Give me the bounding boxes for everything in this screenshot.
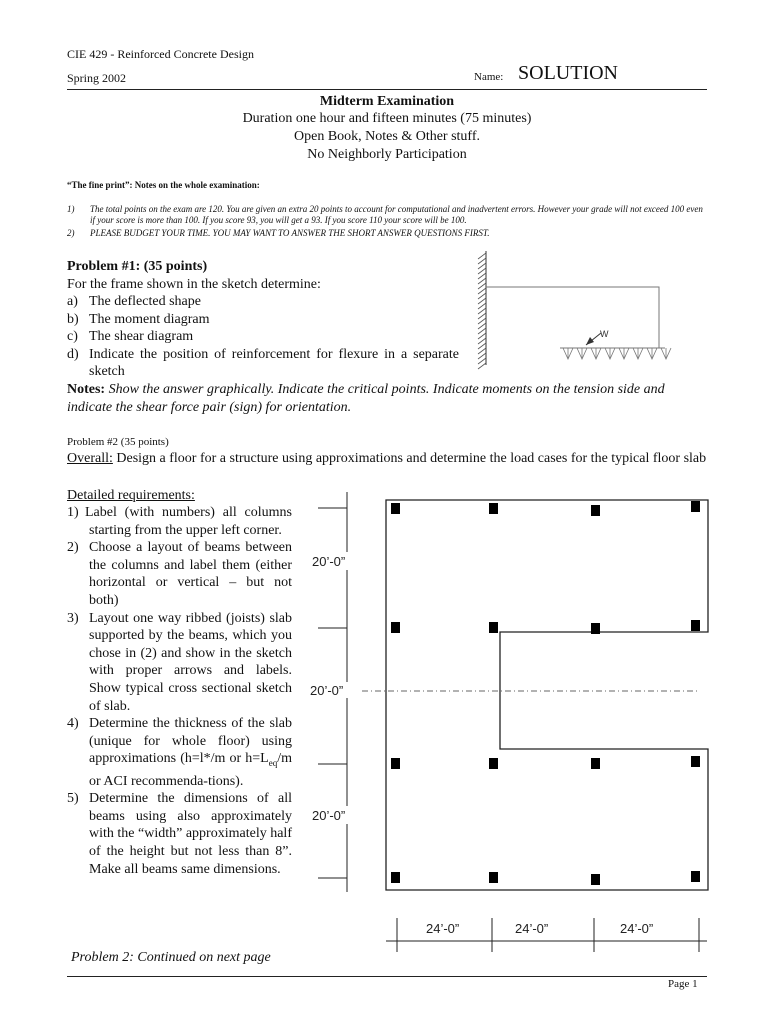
fine-print-note-1 (67, 204, 707, 226)
note-text: PLEASE BUDGET YOUR TIME. YOU MAY WANT TO ANSWER THE SHORT ANSWER QUESTIONS FIRST. (90, 228, 490, 238)
columns (391, 501, 700, 885)
item-text: The deflected shape (89, 294, 201, 309)
column (391, 872, 400, 883)
list-item (67, 311, 459, 329)
list-item (67, 293, 459, 311)
text-part: /m or ACI recommenda-tions). (89, 751, 292, 789)
list-item (67, 346, 459, 381)
item-text: Determine the dimensions of all beams using also approximately with the “width” approximately half of the height but not less than 8”. Make all beams same dimensions. (89, 791, 292, 877)
column (691, 620, 700, 631)
fine-print-heading: “The fine print”: Notes on the whole examination: (67, 180, 260, 190)
column (489, 622, 498, 633)
continued-note: Problem 2: Continued on next page (71, 950, 271, 965)
name-label: Name: (474, 71, 504, 83)
notes-text: Show the answer graphically. Indicate the critical points. Indicate moments on the tension side and indicate the shear force pair (sign) for orientation. (67, 382, 665, 415)
list-item (67, 328, 459, 346)
dim-vertical-3: 20’-0” (312, 808, 346, 823)
fixed-support-hatch (478, 251, 486, 369)
item-letter: c) (67, 329, 78, 345)
floor-outline (386, 500, 708, 890)
text-part: Determine the thickness of the slab (unique for whole floor) using approximations (h=l*/m or h=L (89, 716, 292, 767)
list-item (67, 504, 292, 539)
frame-sketch (460, 245, 680, 375)
column (391, 503, 400, 514)
item-text: Choose a layout of beams between the columns and label them (either horizontal or vertical – but not both) (89, 540, 292, 608)
list-item (67, 715, 292, 790)
item-text: Layout one way ribbed (joists) slab supported by the beams, which you chose in (2) and show in the sketch with proper arrows and labels. Show typical cross sectional sketch of slab. (89, 610, 292, 714)
note-text: The total points on the exam are 120. You are given an extra 20 points to account for computational and inadvertent errors. However your grade will not exceed 100 even if your score is more than 100. If you score 93, you will get a 93. If you score 110 your score will be 100. (90, 204, 703, 225)
exam-materials: Open Book, Notes & Other stuff. (294, 129, 480, 144)
page-number: Page 1 (668, 978, 698, 990)
problem2-heading: Problem #2 (35 points) (67, 436, 169, 448)
item-letter: b) (67, 311, 79, 327)
problem2-overall (67, 450, 707, 468)
load-label (586, 329, 609, 345)
dim-vertical-1: 20’-0” (312, 554, 346, 569)
column (489, 872, 498, 883)
column (591, 623, 600, 634)
dim-vertical-2: 20’-0” (310, 683, 344, 698)
dim-horizontal-3: 24’-0” (620, 921, 654, 936)
item-number: 1) (67, 505, 79, 520)
dim-horizontal-2: 24’-0” (515, 921, 549, 936)
item-text: The shear diagram (89, 329, 194, 345)
list-item (67, 790, 292, 878)
item-number: 5) (67, 791, 79, 807)
column (591, 874, 600, 885)
item-text: Indicate the position of reinforcement for flexure in a separate sketch (89, 346, 459, 380)
item-text (89, 715, 292, 790)
term: Spring 2002 (67, 71, 127, 85)
exam-duration: Duration one hour and fifteen minutes (75 minutes) (242, 111, 532, 126)
frame-member (486, 287, 659, 348)
dim-horizontal-1: 24’-0” (426, 921, 460, 936)
course-title: CIE 429 - Reinforced Concrete Design (67, 47, 254, 61)
fine-print-note-2 (67, 228, 707, 239)
distributed-load-arrows (563, 348, 671, 359)
problem1-notes (67, 381, 707, 416)
item-letter: d) (67, 346, 79, 362)
note-number: 2) (67, 228, 75, 238)
item-letter: a) (67, 294, 78, 309)
header-rule (67, 89, 707, 90)
column (489, 758, 498, 769)
item-text: The moment diagram (89, 311, 210, 327)
list-item (67, 539, 292, 609)
subscript: eq (268, 758, 278, 769)
load-w-label: W (600, 329, 609, 339)
item-number: 4) (67, 716, 79, 732)
column (691, 501, 700, 512)
column (591, 758, 600, 769)
list-item (67, 610, 292, 716)
overall-text: Design a floor for a structure using approximations and determine the load cases for the typical floor slab (112, 451, 707, 466)
column (489, 503, 498, 514)
problem1-list (67, 293, 459, 381)
column (391, 758, 400, 769)
name-value: SOLUTION (518, 62, 618, 84)
problem1-heading: Problem #1: (35 points) (67, 259, 208, 274)
overall-label: Overall: (67, 451, 113, 466)
note-number: 1) (67, 204, 75, 214)
item-number: 3) (67, 610, 79, 626)
item-text: Label (with numbers) all columns starting from the upper left corner. (85, 505, 292, 538)
column (691, 756, 700, 767)
footer-rule (67, 976, 707, 977)
problem1-intro: For the frame shown in the sketch determine: (67, 277, 321, 292)
exam-title: Midterm Examination (319, 94, 455, 109)
exam-rule: No Neighborly Participation (307, 147, 467, 162)
problem2-requirements (67, 504, 292, 878)
detailed-requirements-label: Detailed requirements: (67, 488, 195, 503)
column (391, 622, 400, 633)
item-number: 2) (67, 540, 79, 556)
floor-plan (300, 490, 720, 960)
column (591, 505, 600, 516)
column (691, 871, 700, 882)
notes-label: Notes: (67, 382, 106, 397)
